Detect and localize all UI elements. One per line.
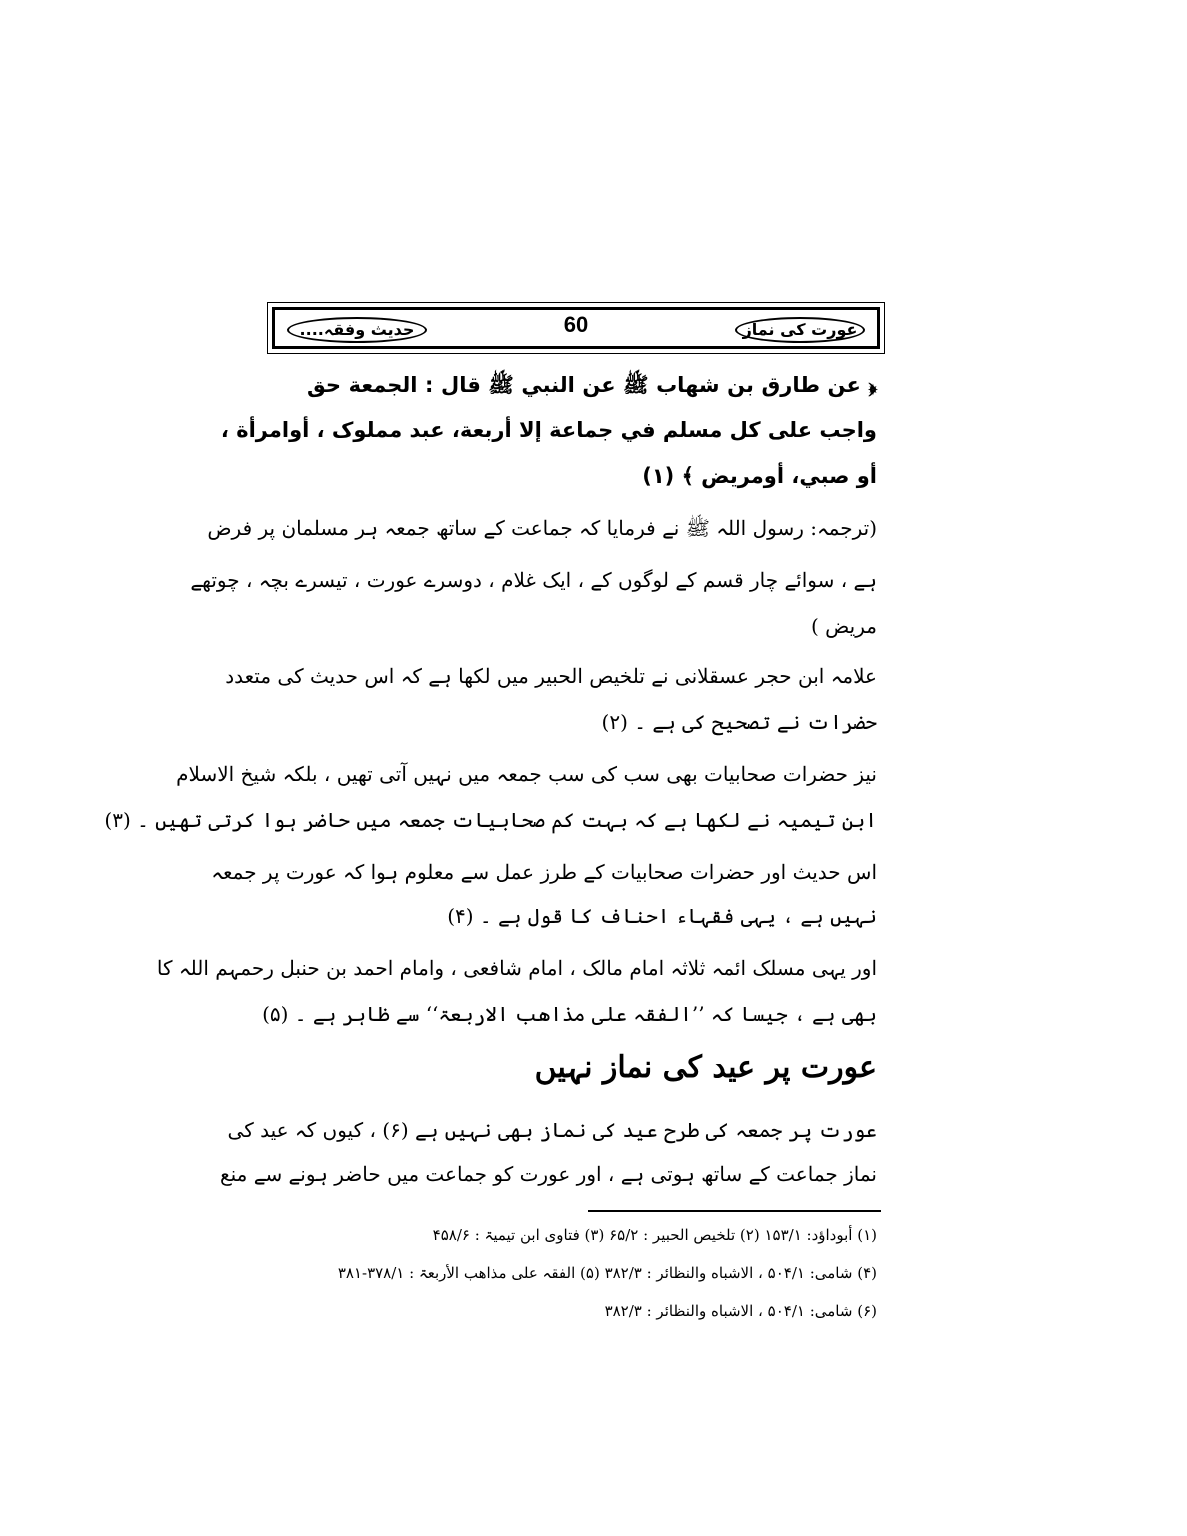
footnote-line: (۶) شامی: ۵۰۴/۱ ، الاشباه والنظائر : ۳۸۲/۳ [604,1302,877,1320]
paragraph-line: بھی ہے ، جیسا کہ ’’الفقہ علی مذاهب الاربعۃ‘‘ سے ظاہر ہے ۔ (۵) [262,1002,877,1026]
translation-line: (ترجمہ: رسول اللہ ﷺ نے فرمایا کہ جماعت کے ساتھ جمعہ ہر مسلمان پر فرض [207,516,877,540]
paragraph-line: نیز حضرات صحابیات بھی سب کی سب جمعہ میں نہیں آتی تھیں ، بلکہ شیخ الاسلام [176,762,877,786]
paragraph-line: علامہ ابن حجر عسقلانی نے تلخیص الحبیر میں لکھا ہے کہ اس حدیث کی متعدد [225,664,877,688]
arabic-hadith-line: واجب على كل مسلم في جماعة إلا أربعة، عبد مملوک ، أوامرأة ، [220,418,877,442]
chapter-title-label: حدیث وفقہ.... [287,317,427,343]
page-number: 60 [563,312,589,337]
section-heading: عورت پر عید کی نماز نہیں [534,1050,877,1085]
arabic-hadith-line: أو صبي، أومريض ﴾ (۱) [642,464,877,488]
paragraph-line: نماز جماعت کے ساتھ ہوتی ہے ، اور عورت کو جماعت میں حاضر ہونے سے منع [219,1162,877,1186]
paragraph-line: عورت پر جمعہ کی طرح عید کی نماز بھی نہیں ہے (۶) ، کیوں کہ عید کی [227,1118,877,1142]
page-header [272,307,880,349]
paragraph-line: اس حدیث اور حضرات صحابیات کے طرز عمل سے معلوم ہوا کہ عورت پر جمعہ [211,860,877,884]
arabic-hadith-line: ﴿ عن طارق بن شهاب ﷺ عن النبي ﷺ قال : الجمعة حق [307,373,877,397]
translation-line: مریض ) [811,614,877,638]
footnote-line: (۴) شامی: ۵۰۴/۱ ، الاشباه والنظائر : ۳۸۲/۳ (۵) الفقہ علی مذاهب الأربعۃ : ۳۷۸/۱-۳۸۱ [337,1264,877,1282]
paragraph-line: اور یہی مسلک ائمہ ثلاثہ امام مالک ، امام شافعی ، وامام احمد بن حنبل رحمہم اللہ کا [156,956,877,980]
paragraph-line: ابن تیمیہ نے لکھا ہے کہ بہت کم صحابیات جمعہ میں حاضر ہوا کرتی تھیں ۔ (۳) [104,808,877,832]
translation-line: ہے ، سوائے چار قسم کے لوگوں کے ، ایک غلام ، دوسرے عورت ، تیسرے بچہ ، چوتھے [190,568,877,592]
paragraph-line: حضرات نے تصحیح کی ہے ۔ (۲) [601,710,877,734]
footnote-divider [588,1210,881,1212]
paragraph-line: نہیں ہے ، یہی فقہاء احناف کا قول ہے ۔ (۴) [447,904,877,928]
book-title-label: عورت کی نماز [735,317,865,343]
footnote-line: (۱) أبوداؤد: ۱۵۳/۱ (۲) تلخیص الحبیر : ۶۵/۲ (۳) فتاوی ابن تیمیۃ : ۴۵۸/۶ [432,1226,877,1244]
